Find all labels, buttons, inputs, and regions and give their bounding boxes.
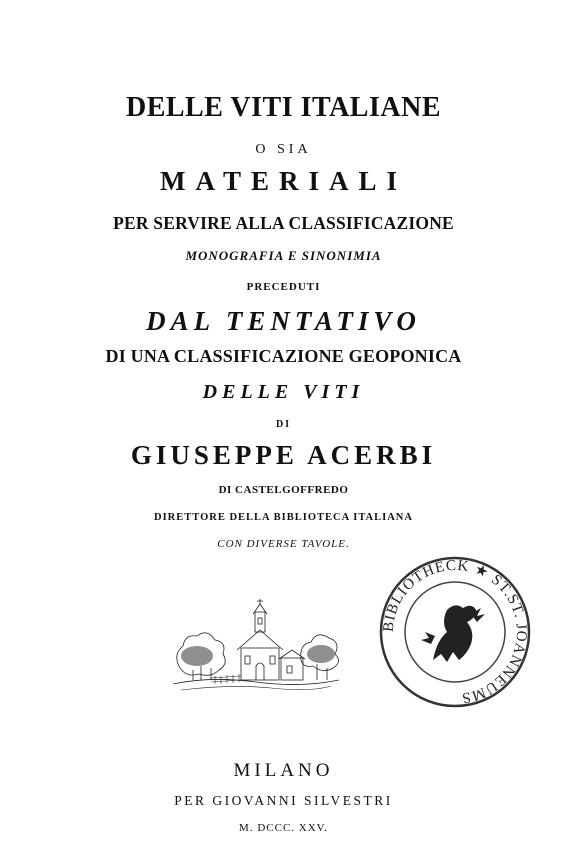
church-vignette-image (171, 596, 341, 696)
svg-text:BIBLIOTHECK ★ ST.ST. JOANNEUMS: BIBLIOTHECK ★ ST.ST. JOANNEUMS (380, 557, 530, 706)
author-name: GIUSEPPE ACERBI (130, 440, 437, 470)
imprint-year: M. DCCC. XXV. (239, 822, 328, 834)
title-connector: O SIA (255, 142, 312, 157)
main-title: DELLE VITI ITALIANE (125, 92, 441, 123)
author-origin: DI CASTELGOFFREDO (218, 484, 349, 496)
subtitle-classificazione: DI UNA CLASSIFICAZIONE GEOPONICA (105, 346, 462, 366)
author-role: DIRETTORE DELLA BIBLIOTECA ITALIANA (154, 512, 413, 523)
imprint-city: MILANO (233, 760, 334, 781)
subtitle-materiali: MATERIALI (159, 166, 408, 196)
subtitle-purpose: PER SERVIRE ALLA CLASSIFICAZIONE (113, 213, 454, 233)
subtitle-preceduti: PRECEDUTI (246, 281, 321, 293)
by-word: DI (275, 419, 292, 430)
tables-note: CON DIVERSE TAVOLE. (217, 538, 350, 550)
subtitle-tentativo: DAL TENTATIVO (146, 306, 421, 336)
library-stamp-image (375, 552, 535, 712)
imprint-publisher: PER GIOVANNI SILVESTRI (174, 793, 393, 808)
stamp-inscription (0, 0, 1, 1)
subtitle-monografia: MONOGRAFIA E SINONIMIA (185, 248, 382, 263)
subtitle-delle-viti: DELLE VITI (202, 381, 365, 403)
